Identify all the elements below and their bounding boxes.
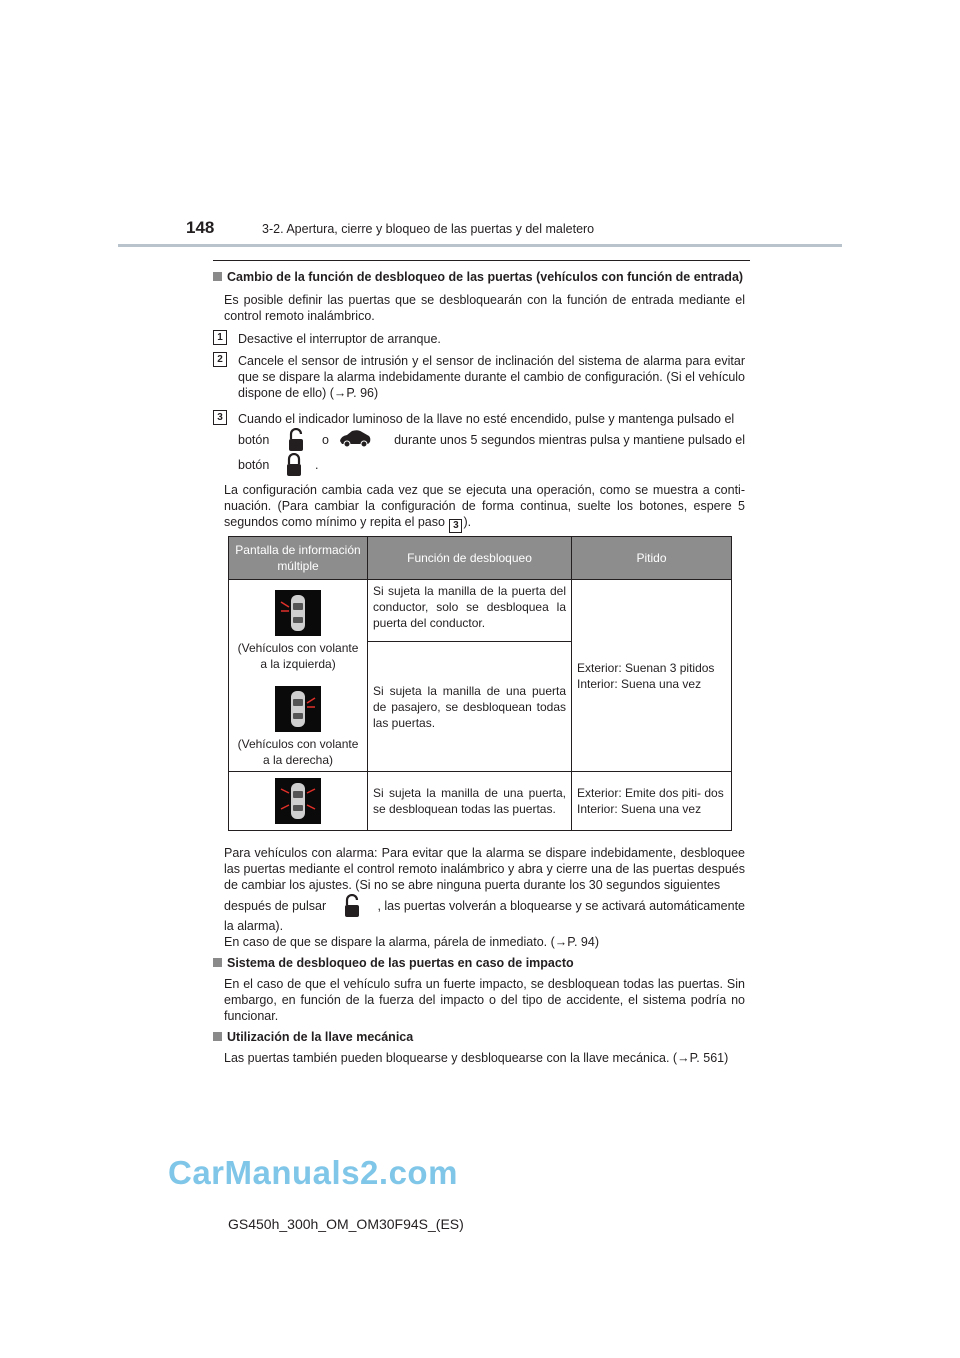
- step-3-badge: 3: [213, 410, 227, 425]
- section3-heading: [213, 1029, 753, 1045]
- section1-title: Cambio de la función de desbloqueo de las puertas (vehículos con función de entrada): [227, 270, 744, 284]
- alarm-note-line4: En caso de que se dispare la alarma, párela de inmediato. (→P. 94): [224, 935, 599, 949]
- car-all-doors-icon: [275, 778, 321, 824]
- step-3-line3: [238, 457, 745, 475]
- section2-title: Sistema de desbloqueo de las puertas en caso de impacto: [227, 956, 574, 970]
- beep-1-exterior: Exterior: Suenan 3 pitidos: [577, 660, 715, 675]
- section1-intro: Es posible definir las puertas que se desbloquearán con la función de entrada mediante el control remoto inalámbrico.: [224, 293, 745, 323]
- table-header-beep: Pitido: [572, 537, 732, 580]
- beep-2-interior: Interior: Suena una vez: [577, 802, 702, 816]
- rhd-label: (Vehículos con volante a la derecha): [237, 737, 359, 767]
- section2-heading: [213, 955, 753, 971]
- table-header-display: Pantalla de información múltiple: [229, 537, 368, 580]
- step-3-line2-rest: durante unos 5 segundos mientras pulsa y mantiene pulsado el: [394, 433, 745, 447]
- chapter-title: 3-2. Apertura, cierre y bloqueo de las puertas y del maletero: [262, 222, 595, 236]
- section-top-rule: [213, 260, 750, 261]
- lhd-label: (Vehículos con volante a la izquierda): [237, 641, 359, 671]
- beep-2-exterior: Exterior: Emite dos piti- dos: [577, 786, 724, 800]
- step-3-line1: Cuando el indicador luminoso de la llave no esté encendido, pulse y mantenga pulsado el: [238, 412, 735, 426]
- alarm-note-line1: Para vehículos con alarma: Para evitar que la alarma se dispare indebidamente, desbloquee las puertas mediante el control remoto inalámbrico y abra y cierre una de las puertas después de cambiar los ajustes. (Si no se abre ninguna puerta durante los 30 segundos siguientes: [224, 846, 745, 892]
- table-row: [229, 772, 732, 831]
- step-3-word-boton2: botón: [238, 458, 270, 472]
- config-step-ref-badge: 3: [449, 519, 462, 533]
- table-cell-func-passenger: Si sujeta la manilla de una puerta de pasajero, se desbloquean todas las puertas.: [368, 642, 572, 772]
- car-driver-door-rhd-icon: [275, 686, 321, 732]
- watermark-logo[interactable]: CarManuals2.com: [168, 1154, 458, 1191]
- table-cell-func-driver: Si sujeta la manilla de la puerta del conductor, solo se desbloquea la puerta del conductor.: [368, 580, 572, 642]
- alarm-note-line2: [224, 898, 745, 916]
- bullet-square-icon: [213, 272, 222, 281]
- step-3-period: .: [315, 458, 319, 472]
- table-header-function: Función de desbloqueo: [368, 537, 572, 580]
- car-driver-door-lhd-icon: [275, 590, 321, 636]
- table-cell-display-images: [229, 580, 368, 772]
- beep-1-interior: Interior: Suena una vez: [577, 676, 702, 691]
- header-rule: [118, 244, 842, 247]
- table-row: [229, 580, 732, 642]
- unlock-settings-table: [228, 536, 732, 831]
- table-header-row: [229, 537, 732, 580]
- step-1-text: Desactive el interruptor de arranque.: [238, 332, 441, 346]
- lock-button-icon: [286, 453, 302, 477]
- footer-model-code: GS450h_300h_OM_OM30F94S_(ES): [228, 1216, 464, 1232]
- config-text-end: ).: [463, 515, 472, 529]
- alarm-note-after-press: después de pulsar: [224, 899, 327, 913]
- page-number: 148: [186, 218, 215, 237]
- unlock-button-icon: [344, 894, 360, 918]
- table-cell-beep-2: [572, 772, 732, 831]
- step-3-word-boton: botón: [238, 433, 270, 447]
- alarm-note-relock: , las puertas volverán a bloquearse y se activará automáticamente: [377, 899, 745, 913]
- step-2-text: Cancele el sensor de intrusión y el sensor de inclinación del sistema de alarma para evitar que se dispare la alarma indebidamente durante el cambio de configuración. (Si el vehículo dispone de ello) (→P. 96): [238, 354, 745, 400]
- section2-text: En el caso de que el vehículo sufra un fuerte impacto, se desbloquean todas las puertas. Sin embargo, en función de la fuerza del impacto o del tipo de accidente, el sistema podría no funcionar.: [224, 977, 745, 1023]
- section3-text: Las puertas también pueden bloquearse y desbloquearse con la llave mecánica. (→P. 561): [224, 1051, 729, 1065]
- table-cell-func-all: Si sujeta la manilla de una puerta, se desbloquean todas las puertas.: [368, 772, 572, 831]
- config-text: La configuración cambia cada vez que se ejecuta una operación, como se muestra a conti- nuación. (Para cambiar la configuración de forma continua, suelte los botones, espere 5 segundos como mínimo y repita el paso: [224, 483, 745, 529]
- section1-heading: [213, 269, 753, 285]
- trunk-button-icon: [338, 428, 372, 448]
- config-paragraph: [224, 482, 745, 533]
- unlock-button-icon: [288, 428, 304, 452]
- table-cell-beep-1: [572, 580, 732, 772]
- section3-title: Utilización de la llave mecánica: [227, 1030, 414, 1044]
- alarm-note-line3: la alarma).: [224, 919, 284, 933]
- step-3-line2: [238, 432, 745, 450]
- table-cell-display-all: [229, 772, 368, 831]
- bullet-square-icon: [213, 1032, 222, 1041]
- bullet-square-icon: [213, 958, 222, 967]
- step-3-word-o: o: [322, 433, 329, 447]
- step-2-badge: 2: [213, 352, 227, 367]
- step-1-badge: 1: [213, 330, 227, 345]
